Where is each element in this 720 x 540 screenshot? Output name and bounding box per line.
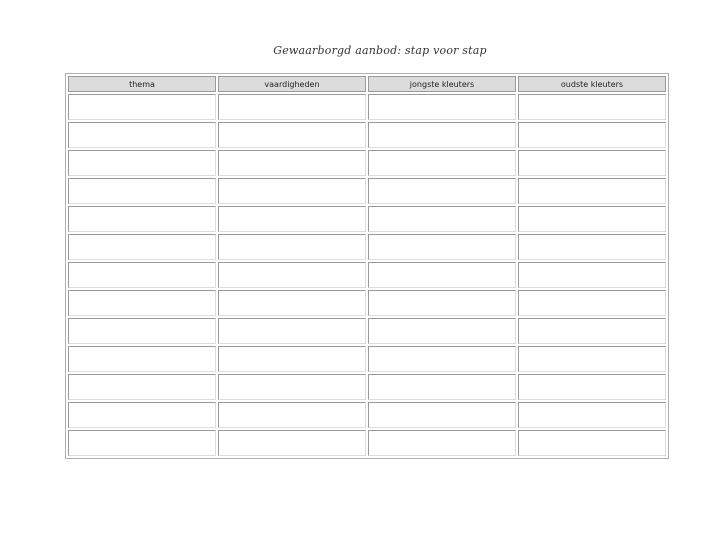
table-cell: [68, 402, 216, 428]
table-cell: [518, 234, 666, 260]
table-cell: [368, 290, 516, 316]
column-header-vaardigheden: vaardigheden: [218, 76, 366, 92]
table-cell: [518, 206, 666, 232]
header-row: [68, 76, 666, 92]
table-cell: [518, 94, 666, 120]
table-cell: [68, 94, 216, 120]
table-cell: [218, 206, 366, 232]
table-cell: [518, 262, 666, 288]
table-row: [68, 290, 666, 316]
table-row: [68, 150, 666, 176]
table-cell: [518, 122, 666, 148]
table-cell: [368, 318, 516, 344]
table-cell: [218, 178, 366, 204]
table-cell: [68, 430, 216, 456]
table-row: [68, 346, 666, 372]
table-cell: [368, 346, 516, 372]
table-row: [68, 206, 666, 232]
table-row: [68, 430, 666, 456]
table-body: [68, 94, 666, 456]
table-cell: [368, 150, 516, 176]
column-header-thema: thema: [68, 76, 216, 92]
table-cell: [368, 122, 516, 148]
table-cell: [368, 262, 516, 288]
table-row: [68, 374, 666, 400]
column-header-oudste-kleuters: oudste kleuters: [518, 76, 666, 92]
table-cell: [518, 402, 666, 428]
table-cell: [218, 94, 366, 120]
table-cell: [218, 346, 366, 372]
table-cell: [68, 346, 216, 372]
column-header-jongste-kleuters: jongste kleuters: [368, 76, 516, 92]
table-row: [68, 402, 666, 428]
table-cell: [518, 374, 666, 400]
table-cell: [218, 122, 366, 148]
table-cell: [68, 374, 216, 400]
table-cell: [68, 318, 216, 344]
table-cell: [368, 178, 516, 204]
table-cell: [68, 206, 216, 232]
table-row: [68, 122, 666, 148]
planning-table: [65, 73, 669, 459]
table-cell: [68, 234, 216, 260]
table-cell: [518, 290, 666, 316]
table-row: [68, 178, 666, 204]
table-cell: [68, 122, 216, 148]
table-row: [68, 318, 666, 344]
table-row: [68, 262, 666, 288]
table-cell: [68, 262, 216, 288]
table-row: [68, 94, 666, 120]
table-cell: [368, 206, 516, 232]
table-cell: [218, 402, 366, 428]
table-cell: [218, 374, 366, 400]
table-cell: [218, 150, 366, 176]
table-cell: [518, 346, 666, 372]
table-cell: [368, 94, 516, 120]
table-cell: [218, 234, 366, 260]
table-cell: [518, 178, 666, 204]
table-row: [68, 234, 666, 260]
page-title: Gewaarborgd aanbod: stap voor stap: [273, 44, 487, 57]
table-cell: [518, 430, 666, 456]
table-cell: [368, 430, 516, 456]
table-cell: [218, 290, 366, 316]
table-cell: [68, 178, 216, 204]
table-cell: [218, 430, 366, 456]
table-cell: [68, 150, 216, 176]
table-cell: [218, 262, 366, 288]
table-cell: [518, 318, 666, 344]
table-cell: [518, 150, 666, 176]
table-cell: [368, 374, 516, 400]
table-cell: [218, 318, 366, 344]
table-cell: [68, 290, 216, 316]
table-cell: [368, 402, 516, 428]
table-cell: [368, 234, 516, 260]
